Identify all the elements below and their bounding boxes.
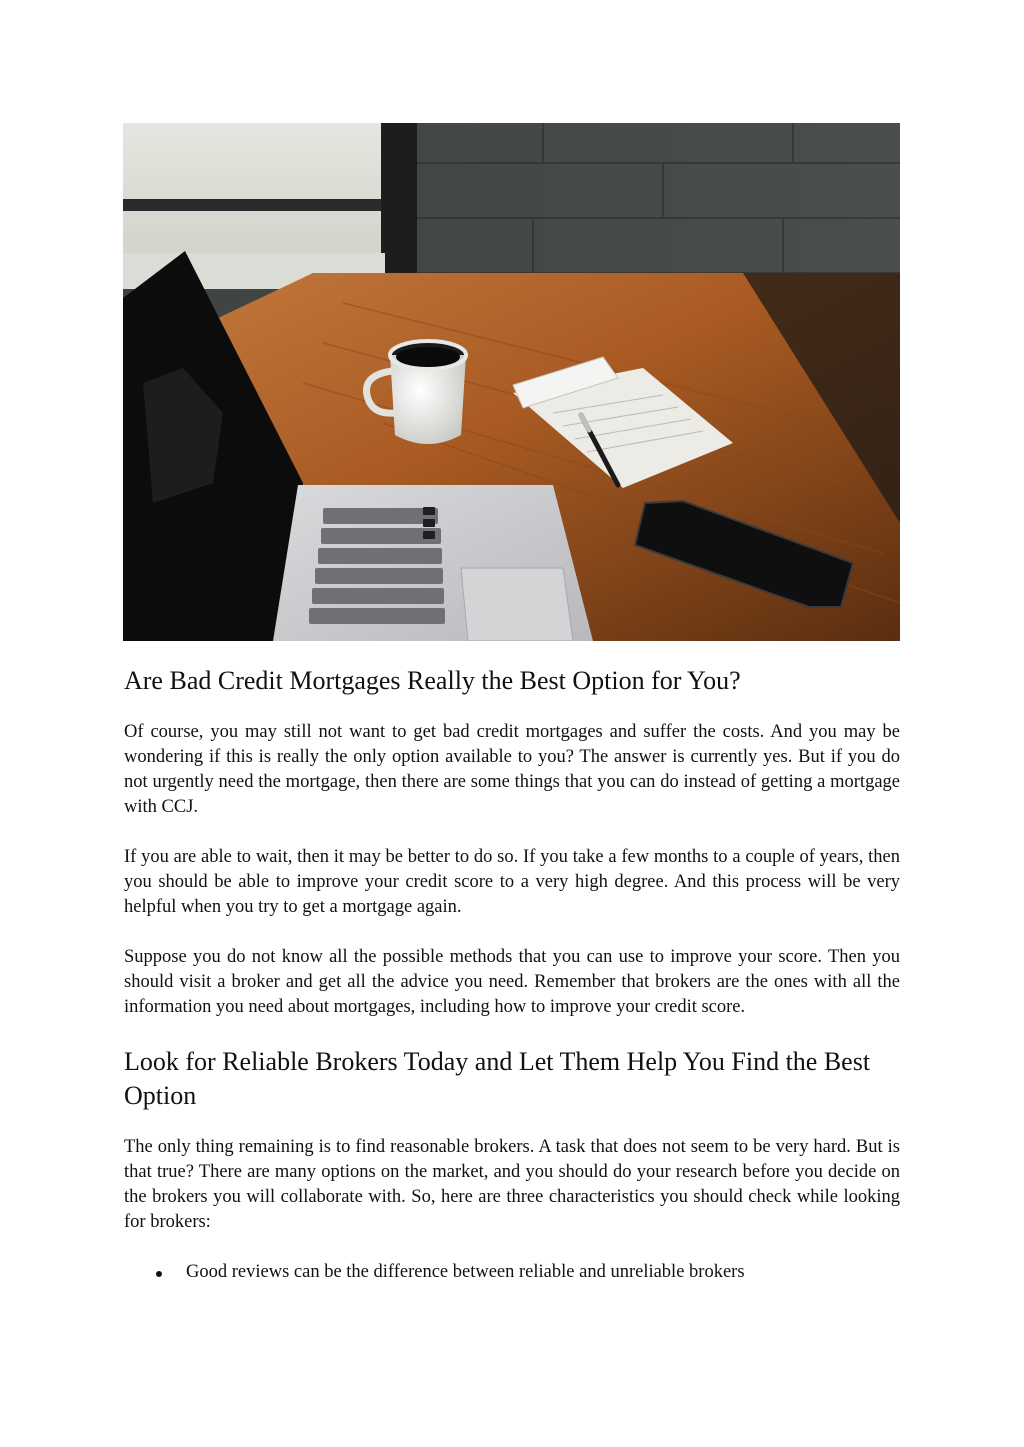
paragraph: If you are able to wait, then it may be better to do so. If you take a few months to a couple of years, then you should be able to improve your credit score to a very high degree. And this process will be very helpful when you try to get a mortgage again. <box>124 847 900 917</box>
article-body <box>124 664 900 1285</box>
section-heading-reliable-brokers: Look for Reliable Brokers Today and Let Them Help You Find the Best Option <box>124 1047 871 1110</box>
section-heading-bad-credit: Are Bad Credit Mortgages Really the Best Option for You? <box>124 666 741 695</box>
bullet-icon <box>156 1271 162 1277</box>
paragraph: The only thing remaining is to find reasonable brokers. A task that does not seem to be very hard. But is that true? There are many options on the market, and you should do your research before you decide on the brokers you will collaborate with. So, here are three characteristics you should check while looking for brokers: <box>124 1137 900 1232</box>
paragraph: Of course, you may still not want to get bad credit mortgages and suffer the costs. And you may be wondering if this is really the only option available to you? The answer is currently yes. But if you do not urgently need the mortgage, then there are some things that you can do instead of getting a mortgage with CCJ. <box>124 722 900 817</box>
hero-photo-laptop-desk <box>123 123 900 641</box>
broker-characteristics-list <box>124 1260 900 1285</box>
list-item <box>124 1260 900 1285</box>
list-item-text: Good reviews can be the difference between reliable and unreliable brokers <box>186 1262 745 1282</box>
paragraph: Suppose you do not know all the possible methods that you can use to improve your score. Then you should visit a broker and get all the advice you need. Remember that brokers are the ones with all the information you need about mortgages, including how to improve your credit score. <box>124 947 900 1017</box>
